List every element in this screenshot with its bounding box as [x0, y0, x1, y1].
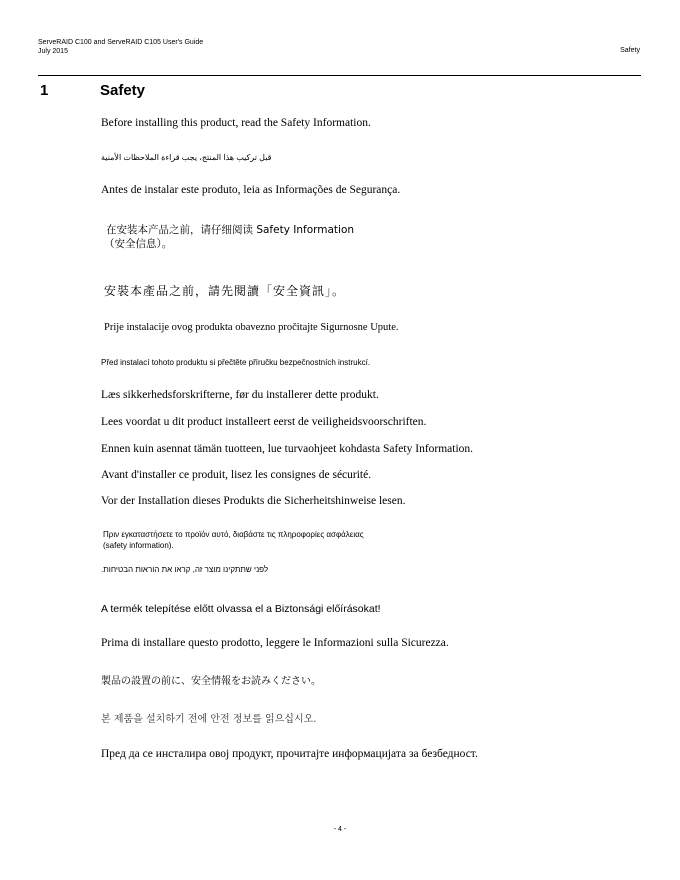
statement-macedonian: Пред да се инсталира овој продукт, прочитајте информацијата за безбедност.	[101, 748, 478, 760]
statement-arabic: قبل تركيب هذا المنتج، يجب قراءة الملاحظات الأمنية	[101, 153, 272, 162]
statement-greek-line2: (safety information).	[103, 541, 174, 550]
statement-italian: Prima di installare questo prodotto, leggere le Informazioni sulla Sicurezza.	[101, 637, 449, 649]
statement-croatian: Prije instalacije ovog produkta obavezno pročitajte Sigurnosne Upute.	[104, 322, 399, 333]
statement-czech: Před instalací tohoto produktu si přečtěte příručku bezpečnostních instrukcí.	[101, 358, 371, 367]
statement-chinese-simplified-line1: 在安装本产品之前，请仔细阅读 Safety Information	[106, 224, 355, 236]
statement-english: Before installing this product, read the Safety Information.	[101, 117, 371, 129]
statement-finnish: Ennen kuin asennat tämän tuotteen, lue turvaohjeet kohdasta Safety Information.	[101, 443, 474, 455]
section-number: 1	[40, 82, 49, 99]
statement-chinese-traditional: 安裝本產品之前，請先閱讀「安全資訊」。	[104, 284, 346, 298]
statement-hungarian: A termék telepítése előtt olvassa el a Biztonsági előírásokat!	[101, 603, 381, 615]
statement-greek-line1: Πριν εγκαταστήσετε το προϊόν αυτό, διαβάστε τις πληροφορίες ασφάλειας	[103, 530, 364, 539]
statement-japanese: 製品の設置の前に、安全情報をお読みください。	[101, 676, 321, 687]
statement-portuguese: Antes de instalar este produto, leia as Informações de Segurança.	[101, 184, 401, 196]
statement-french: Avant d'installer ce produit, lisez les consignes de sécurité.	[101, 469, 372, 481]
header-section-name: Safety	[620, 47, 640, 54]
document-title: ServeRAID C100 and ServeRAID C105 User's Guide	[38, 39, 204, 46]
statement-dutch: Lees voordat u dit product installeert eerst de veiligheidsvoorschriften.	[101, 416, 427, 428]
document-date: July 2015	[38, 48, 68, 55]
statement-korean: 본 제품을 설치하기 전에 안전 정보를 읽으십시오.	[101, 714, 317, 725]
section-title: Safety	[100, 82, 146, 99]
header-rule	[38, 75, 641, 76]
page-number: - 4 -	[333, 826, 347, 833]
statement-german: Vor der Installation dieses Produkts die Sicherheitshinweise lesen.	[101, 495, 406, 507]
statement-hebrew: לפני שתתקינו מוצר זה, קראו את הוראות הבטיחות.	[101, 565, 269, 574]
statement-chinese-simplified-line2: （安全信息）。	[104, 238, 173, 250]
statement-danish: Læs sikkerhedsforskrifterne, før du installerer dette produkt.	[101, 389, 379, 401]
header-left	[38, 38, 203, 56]
